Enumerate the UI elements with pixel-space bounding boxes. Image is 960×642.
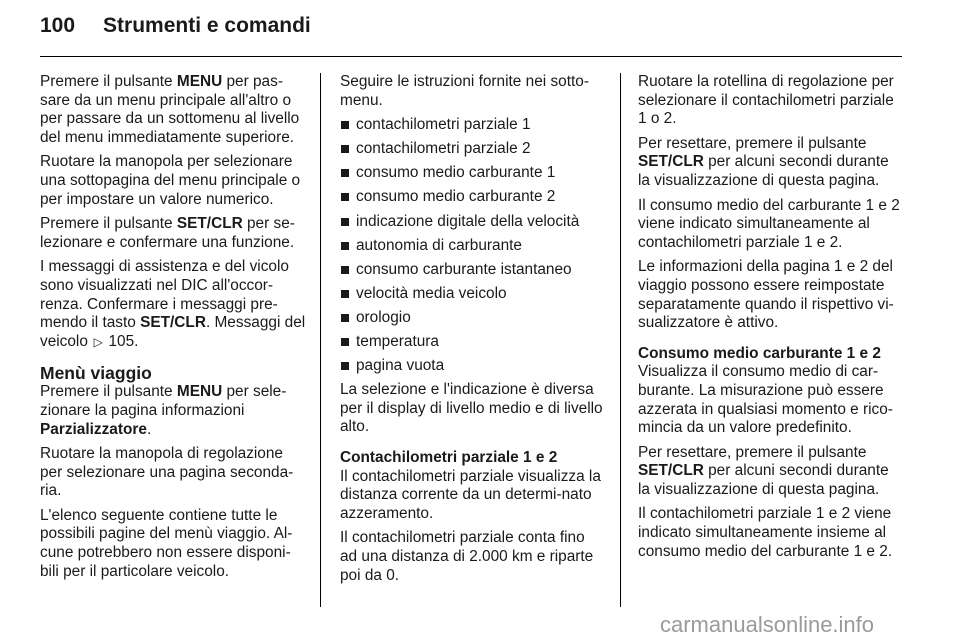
square-bullet-icon <box>341 290 349 298</box>
list-item: consumo carburante istantaneo <box>340 261 604 280</box>
page-number: 100 <box>40 14 76 37</box>
paragraph-service-messages: I messaggi di assistenza e del vicolo sono visualizzati nel DIC all'occor-renza. Confermare i messaggi pre-mendo il tasto SET/CLR. Messaggi del veicolo ▷ 105. <box>40 258 306 350</box>
list-item: consumo medio carburante 1 <box>340 164 604 183</box>
paragraph-submenu-instructions: Seguire le istruzioni fornite nei sotto-menu. <box>340 73 589 109</box>
page-header <box>40 14 311 50</box>
column-1 <box>40 73 306 587</box>
subtitle-average-consumption: Consumo medio carburante 1 e 2 <box>638 344 881 362</box>
square-bullet-icon <box>341 193 349 201</box>
subtitle-trip-odometer: Contachilometri parziale 1 e 2 <box>340 449 558 466</box>
paragraph-page-list-intro: L'elenco seguente contiene tutte le possibili pagine del menù viaggio. Al-cune potrebbero non essere disponi-bili per il particolare veicolo. <box>40 506 293 580</box>
list-item: pagina vuota <box>340 357 604 376</box>
paragraph-trip-odometer-1: Il contachilometri parziale visualizza la distanza corrente da un determi-nato azzeramento. <box>340 467 601 522</box>
chapter-title: Strumenti e comandi <box>103 14 311 37</box>
page-reference-link[interactable]: 105. <box>108 332 139 350</box>
header-divider <box>40 56 902 57</box>
watermark: carmanualsonline.info <box>660 612 875 637</box>
square-bullet-icon <box>341 338 349 346</box>
list-item: contachilometri parziale 1 <box>340 116 604 135</box>
set-clr-key-label: SET/CLR <box>176 215 243 233</box>
list-item: contachilometri parziale 2 <box>340 140 604 159</box>
paragraph-consumption-shown: Il consumo medio del carburante 1 e 2 viene indicato simultaneamente al contachilometri parziale 1 e 2. <box>638 196 900 251</box>
column-divider-1 <box>320 73 321 607</box>
paragraph-trip-odometer-2: Il contachilometri parziale conta fino ad una distanza di 2.000 km e riparte poi da 0. <box>340 529 594 584</box>
square-bullet-icon <box>341 121 349 129</box>
paragraph-reset-odometer: Per resettare, premere il pulsante SET/CLR per alcuni secondi durante la visualizzazione di questa pagina. <box>638 134 889 189</box>
paragraph-reset-separately: Le informazioni della pagina 1 e 2 del viaggio possono essere reimpostate separatamente quando il rispettivo vi-sualizzatore è attivo. <box>638 258 894 332</box>
list-item: autonomia di carburante <box>340 237 604 256</box>
column-divider-2 <box>620 73 621 607</box>
paragraph-set-clr: Premere il pulsante SET/CLR per se-lezionare e confermare una funzione. <box>40 215 295 251</box>
trip-pages-list <box>340 116 604 376</box>
paragraph-average-consumption: Visualizza il consumo medio di car-burante. La misurazione può essere azzerata in qualsiasi momento e rico-mincia da un valore predefinito. <box>638 363 893 437</box>
paragraph-trip-menu-select: Premere il pulsante MENU per sele-zionare la pagina informazioni Parzializzatore. <box>40 383 287 438</box>
list-item: temperatura <box>340 333 604 352</box>
paragraph-odometer-with-consumption: Il contachilometri parziale 1 e 2 viene indicato simultaneamente insieme al consumo medio del carburante 1 e 2. <box>638 505 893 560</box>
square-bullet-icon <box>341 218 349 226</box>
paragraph-display-levels: La selezione e l'indicazione è diversa per il display di livello medio e di livello alto. <box>340 381 603 436</box>
paragraph-reset-consumption: Per resettare, premere il pulsante SET/CLR per alcuni secondi durante la visualizzazione di questa pagina. <box>638 443 889 498</box>
square-bullet-icon <box>341 266 349 274</box>
paragraph-rotate-knob: Ruotare la manopola per selezionare una sottopagina del menu principale o per impostare un valore numerico. <box>40 153 301 208</box>
page-reference-arrow-icon: ▷ <box>93 334 103 349</box>
square-bullet-icon <box>341 145 349 153</box>
paragraph-menu-button: Premere il pulsante MENU per pas-sare da un menu principale all'altro o per passare da un sottomenu al livello del menu immediatamente superiore. <box>40 73 300 146</box>
menu-key-label: MENU <box>176 73 223 90</box>
list-item: consumo medio carburante 2 <box>340 188 604 207</box>
list-item: indicazione digitale della velocità <box>340 213 604 232</box>
section-title-trip-menu: Menù viaggio <box>40 363 152 384</box>
paragraph-select-odometer: Ruotare la rotellina di regolazione per selezionare il contachilometri parziale 1 o 2. <box>638 73 894 128</box>
column-3 <box>638 73 902 567</box>
square-bullet-icon <box>341 362 349 370</box>
square-bullet-icon <box>341 242 349 250</box>
paragraph-secondary-page: Ruotare la manopola di regolazione per selezionare una pagina seconda-ria. <box>40 445 294 500</box>
square-bullet-icon <box>341 314 349 322</box>
list-item: velocità media veicolo <box>340 285 604 304</box>
column-2 <box>340 73 604 591</box>
list-item: orologio <box>340 309 604 328</box>
square-bullet-icon <box>341 169 349 177</box>
